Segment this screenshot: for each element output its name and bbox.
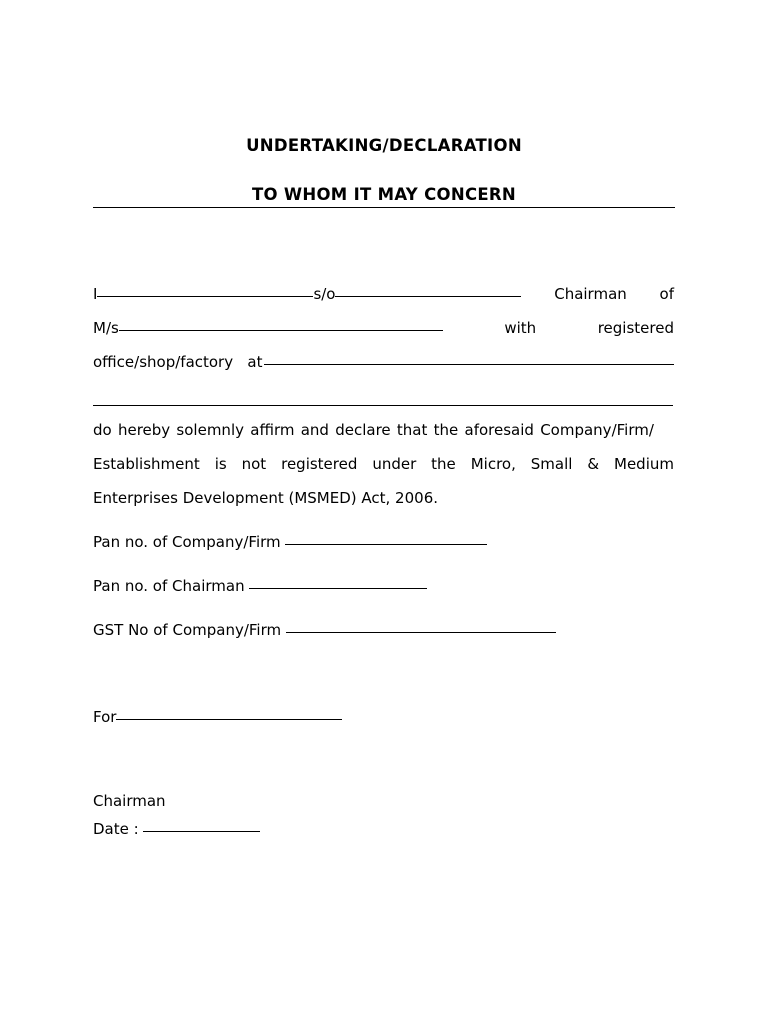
chairman-signature-label: Chairman: [93, 792, 166, 810]
for-blank[interactable]: [116, 718, 342, 720]
pan-company-blank[interactable]: [285, 543, 487, 545]
date-field: [93, 820, 260, 838]
company-group: [93, 319, 443, 337]
declarant-line: [93, 285, 674, 303]
declarant-group: [93, 285, 521, 303]
company-name-blank[interactable]: [119, 329, 443, 331]
word: the: [431, 455, 456, 473]
ms-label: M/s: [93, 319, 119, 337]
date-blank[interactable]: [143, 830, 260, 832]
for-field: [93, 708, 342, 726]
word: Micro,: [470, 455, 516, 473]
document-title: UNDERTAKING/DECLARATION: [246, 136, 522, 155]
with-word: with: [504, 319, 537, 337]
word: registered: [281, 455, 358, 473]
date-label: Date :: [93, 820, 144, 838]
registered-word: registered: [597, 319, 674, 337]
pan-chairman-blank[interactable]: [249, 587, 427, 589]
of-word: of: [659, 285, 674, 303]
gst-company-label: GST No of Company/Firm: [93, 621, 286, 639]
company-line: [93, 319, 674, 337]
word: is: [214, 455, 227, 473]
address-blank-continued[interactable]: [93, 405, 673, 406]
word: &: [587, 455, 600, 473]
declaration-line-3: Enterprises Development (MSMED) Act, 2006.: [93, 489, 438, 507]
pan-chairman-field: [93, 577, 427, 595]
father-name-blank[interactable]: [335, 295, 521, 297]
gst-company-field: [93, 621, 556, 639]
address-line: [93, 353, 674, 371]
declaration-line-2: [93, 455, 674, 473]
office-label: office/shop/factory at: [93, 353, 263, 371]
declarant-prefix: I: [93, 285, 98, 303]
declarant-name-blank[interactable]: [97, 295, 313, 297]
word: not: [241, 455, 267, 473]
pan-company-field: [93, 533, 487, 551]
word: under: [372, 455, 417, 473]
header-rule: [93, 207, 675, 208]
for-label: For: [93, 708, 117, 726]
pan-company-label: Pan no. of Company/Firm: [93, 533, 286, 551]
word: Establishment: [93, 455, 200, 473]
declaration-text-1: do hereby solemnly affirm and declare that the aforesaid Company/Firm/: [93, 421, 654, 439]
declaration-line-1: [93, 421, 674, 439]
word: Small: [530, 455, 573, 473]
chairman-word: Chairman: [554, 285, 627, 303]
pan-chairman-label: Pan no. of Chairman: [93, 577, 250, 595]
gst-company-blank[interactable]: [286, 631, 556, 633]
address-blank[interactable]: [264, 363, 674, 365]
son-of-label: s/o: [313, 285, 336, 303]
document-subtitle: TO WHOM IT MAY CONCERN: [251, 185, 517, 204]
word: Medium: [614, 455, 674, 473]
